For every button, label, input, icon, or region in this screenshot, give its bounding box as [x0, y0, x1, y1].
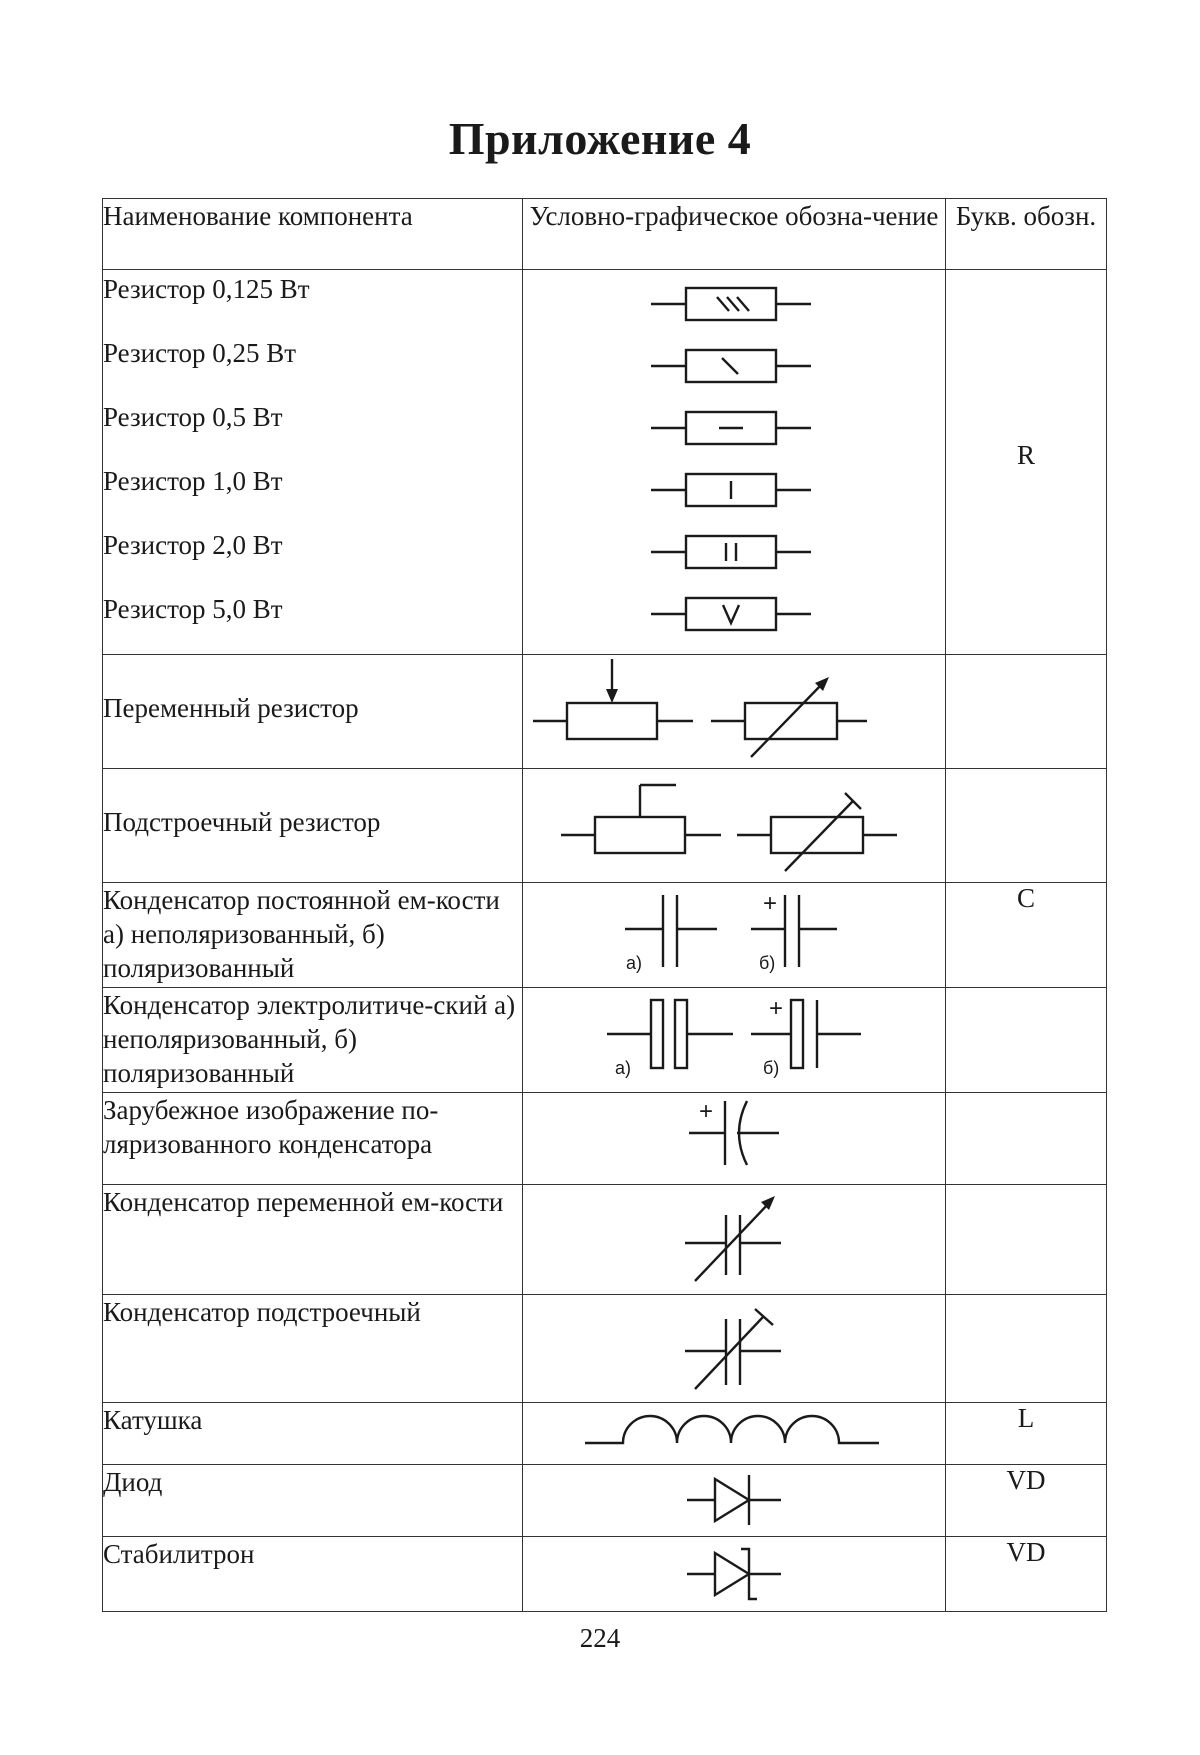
resistor-name: Резистор 0,5 Вт	[103, 398, 522, 462]
resistors-symbols	[523, 270, 946, 655]
page-number: 224	[0, 1623, 1200, 1654]
foreign-capacitor-name: Зарубежное изображение по-ляризованного конденсатора	[103, 1093, 523, 1185]
resistor-1w-icon	[651, 474, 811, 506]
foreign-cap-plus: +	[699, 1098, 713, 1125]
electrolytic-capacitor-letter	[946, 988, 1107, 1093]
variable-resistor-symbol	[523, 655, 946, 769]
table-row-diode	[103, 1465, 1107, 1537]
variable-capacitor-icon	[523, 1185, 946, 1294]
foreign-capacitor-letter	[946, 1093, 1107, 1185]
fixed-capacitor-name: Конденсатор постоянной ем-кости а) неполяризованный, б) поляризованный	[103, 883, 523, 988]
table-row-inductor	[103, 1403, 1107, 1465]
resistor-2w-icon	[651, 536, 811, 568]
trimmer-resistor-letter	[946, 769, 1107, 883]
resistor-0125w-icon	[651, 288, 811, 320]
header-symbol: Условно-графическое обозна-чение	[523, 199, 946, 270]
resistor-5w-icon	[651, 598, 811, 630]
resistor-025w-icon	[651, 350, 811, 382]
variable-resistor-name: Переменный резистор	[103, 655, 523, 769]
zener-diode-icon	[523, 1537, 946, 1611]
cap-plus: +	[763, 890, 777, 917]
ecap-label-b: б)	[763, 1058, 779, 1078]
diode-letter: VD	[946, 1465, 1107, 1537]
zener-letter: VD	[946, 1537, 1107, 1612]
resistor-name: Резистор 1,0 Вт	[103, 462, 522, 526]
ecap-label-a: а)	[615, 1058, 631, 1078]
trimmer-resistor-name: Подстроечный резистор	[103, 769, 523, 883]
inductor-name: Катушка	[103, 1403, 523, 1465]
diode-name: Диод	[103, 1465, 523, 1537]
variable-resistor-icon	[523, 655, 946, 768]
trimmer-resistor-symbol	[523, 769, 946, 883]
ecap-plus: +	[769, 995, 783, 1022]
electrolytic-capacitor-icon	[523, 988, 946, 1092]
trimmer-resistor-icon	[523, 769, 946, 882]
diode-icon	[523, 1465, 946, 1536]
table-header-row	[103, 199, 1107, 270]
variable-resistor-letter	[946, 655, 1107, 769]
table-row-fixed-capacitor	[103, 883, 1107, 988]
trimmer-capacitor-symbol	[523, 1295, 946, 1403]
resistor-05w-icon	[651, 412, 811, 444]
inductor-symbol	[523, 1403, 946, 1465]
resistor-name: Резистор 2,0 Вт	[103, 526, 522, 590]
zener-symbol	[523, 1537, 946, 1612]
foreign-capacitor-symbol	[523, 1093, 946, 1185]
electrolytic-capacitor-name: Конденсатор электролитиче-ский а) неполяризованный, б) поляризованный	[103, 988, 523, 1093]
table-row-trimmer-resistor	[103, 769, 1107, 883]
resistors-letter: R	[946, 270, 1107, 655]
table-row-foreign-capacitor	[103, 1093, 1107, 1185]
header-name: Наименование компонента	[103, 199, 523, 270]
resistors-names	[103, 270, 523, 655]
cap-label-b: б)	[759, 953, 775, 973]
cap-label-a: а)	[626, 953, 642, 973]
trimmer-capacitor-name: Конденсатор подстроечный	[103, 1295, 523, 1403]
variable-capacitor-name: Конденсатор переменной ем-кости	[103, 1185, 523, 1295]
inductor-icon	[523, 1403, 946, 1464]
electrolytic-capacitor-symbol	[523, 988, 946, 1093]
components-table	[102, 198, 1107, 1612]
resistor-name: Резистор 0,125 Вт	[103, 270, 522, 334]
resistor-name: Резистор 5,0 Вт	[103, 590, 522, 654]
polarized-capacitor-icon	[523, 1093, 946, 1184]
trimmer-capacitor-icon	[523, 1295, 946, 1402]
diode-symbol	[523, 1465, 946, 1537]
page-title: Приложение 4	[0, 112, 1200, 165]
fixed-capacitor-symbol	[523, 883, 946, 988]
resistor-symbols-icon	[523, 270, 946, 642]
inductor-letter: L	[946, 1403, 1107, 1465]
header-letter: Букв. обозн.	[946, 199, 1107, 270]
resistor-name: Резистор 0,25 Вт	[103, 334, 522, 398]
table-row-variable-resistor	[103, 655, 1107, 769]
variable-capacitor-symbol	[523, 1185, 946, 1295]
table-row-electrolytic-capacitor	[103, 988, 1107, 1093]
variable-capacitor-letter	[946, 1185, 1107, 1295]
table-row-variable-capacitor	[103, 1185, 1107, 1295]
zener-name: Стабилитрон	[103, 1537, 523, 1612]
trimmer-capacitor-letter	[946, 1295, 1107, 1403]
table-row-resistors	[103, 270, 1107, 655]
fixed-capacitor-icon	[523, 883, 946, 987]
table-row-trimmer-capacitor	[103, 1295, 1107, 1403]
table-row-zener	[103, 1537, 1107, 1612]
fixed-capacitor-letter: C	[946, 883, 1107, 988]
